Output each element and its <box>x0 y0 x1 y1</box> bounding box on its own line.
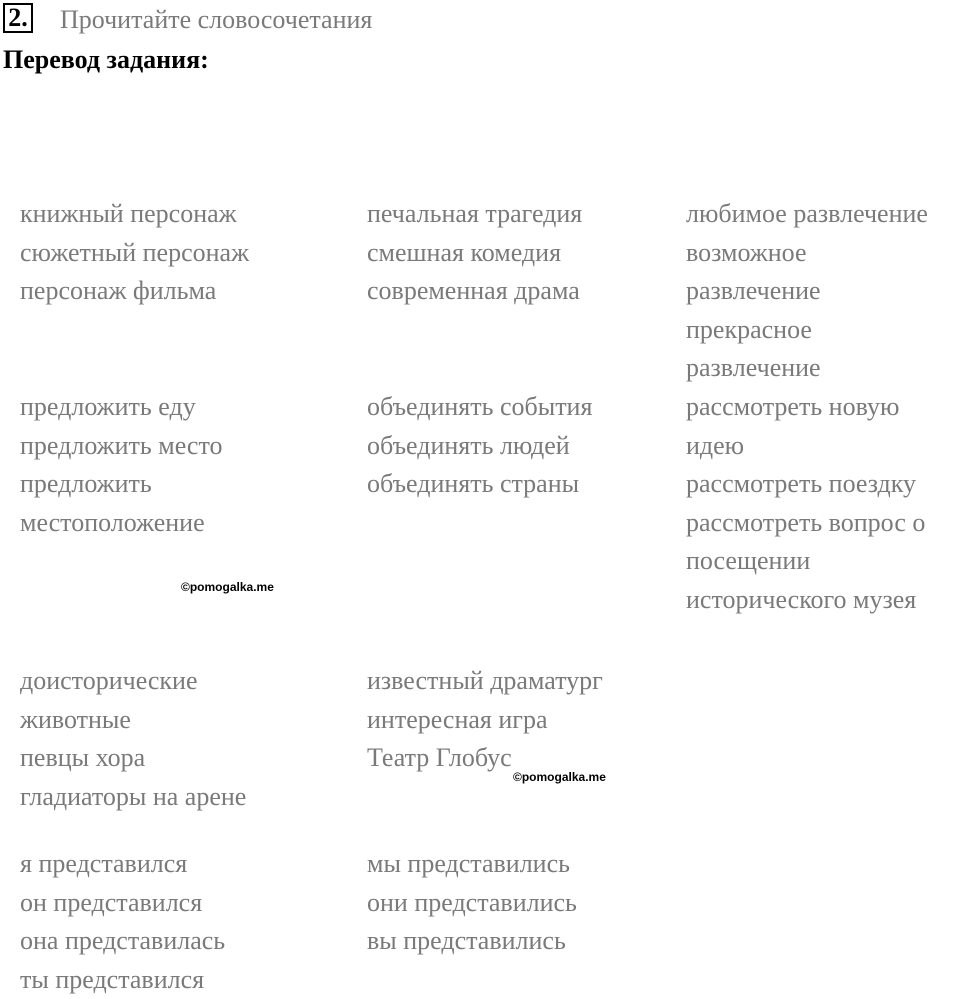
phrase: она представилась <box>20 922 225 961</box>
phrase: книжный персонаж <box>20 195 249 234</box>
phrase: местоположение <box>20 504 222 543</box>
phrase: предложить <box>20 465 222 504</box>
phrase: вы представились <box>367 922 577 961</box>
phrase: животные <box>20 701 246 740</box>
phrase-block-genres <box>367 195 582 311</box>
phrase-block-history <box>20 662 246 816</box>
phrase: смешная комедия <box>367 234 582 273</box>
phrase: развлечение <box>686 349 928 388</box>
phrase: прекрасное <box>686 311 928 350</box>
phrase: Театр Глобус <box>367 739 603 778</box>
phrase: ты представился <box>20 961 225 999</box>
phrase: рассмотреть вопрос о <box>686 504 925 543</box>
task-number-box: 2. <box>3 3 33 33</box>
phrase: персонаж фильма <box>20 272 249 311</box>
phrase: рассмотреть новую <box>686 388 925 427</box>
phrase: рассмотреть поездку <box>686 465 925 504</box>
phrase-block-introduce-singular <box>20 845 225 999</box>
phrase: доисторические <box>20 662 246 701</box>
phrase-block-characters <box>20 195 249 311</box>
phrase-block-offer <box>20 388 222 542</box>
phrase-block-consider <box>686 388 925 619</box>
phrase-block-unite <box>367 388 592 504</box>
phrase: посещении <box>686 542 925 581</box>
phrase: возможное <box>686 234 928 273</box>
phrase: печальная трагедия <box>367 195 582 234</box>
phrase: объединять страны <box>367 465 592 504</box>
phrase: интересная игра <box>367 701 603 740</box>
phrase: он представился <box>20 884 225 923</box>
phrase-block-theatre <box>367 662 603 778</box>
phrase: предложить еду <box>20 388 222 427</box>
phrase: сюжетный персонаж <box>20 234 249 273</box>
phrase-block-introduce-plural <box>367 845 577 961</box>
phrase: объединять людей <box>367 427 592 466</box>
phrase: современная драма <box>367 272 582 311</box>
phrase: идею <box>686 427 925 466</box>
phrase: исторического музея <box>686 581 925 620</box>
phrase: я представился <box>20 845 225 884</box>
phrase: развлечение <box>686 272 928 311</box>
phrase-block-entertainment <box>686 195 928 388</box>
phrase: любимое развлечение <box>686 195 928 234</box>
phrase: гладиаторы на арене <box>20 778 246 817</box>
phrase: певцы хора <box>20 739 246 778</box>
task-title: Прочитайте словосочетания <box>60 3 372 37</box>
phrase: мы представились <box>367 845 577 884</box>
phrase: известный драматург <box>367 662 603 701</box>
watermark: ©pomogalka.me <box>181 580 274 594</box>
watermark: ©pomogalka.me <box>513 770 606 784</box>
phrase: они представились <box>367 884 577 923</box>
phrase: предложить место <box>20 427 222 466</box>
phrase: объединять события <box>367 388 592 427</box>
translation-heading: Перевод задания: <box>3 43 209 77</box>
